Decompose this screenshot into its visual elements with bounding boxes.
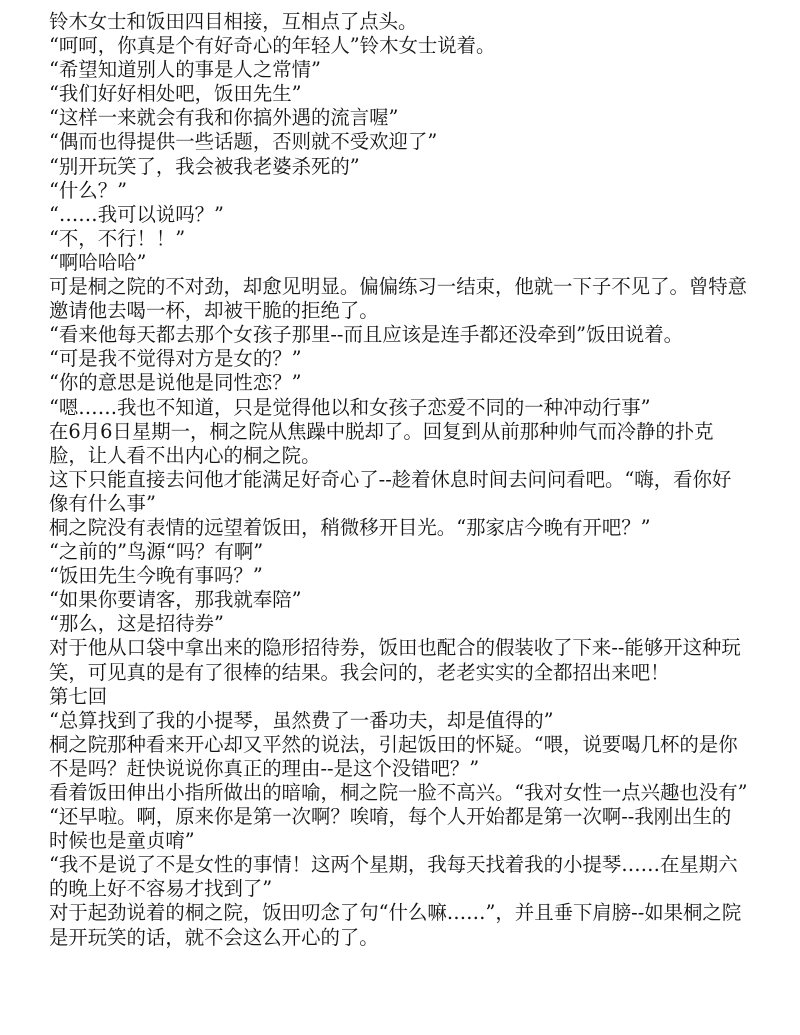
- paragraph: “什么？”: [49, 178, 127, 202]
- paragraph: “我们好好相处吧，饭田先生”: [49, 82, 302, 106]
- paragraph: “总算找到了我的小提琴，虽然费了一番功夫，却是值得的”: [49, 708, 554, 732]
- paragraph: 对于他从口袋中拿出来的隐形招待券，饭田也配合的假装收了下来--能够开这种玩笑，可见真的是有了很棒的结果。我会问的，老老实实的全都招出来吧！: [49, 636, 741, 684]
- paragraph: 对于起劲说着的桐之院，饭田叨念了句“什么嘛……”，并且垂下肩膀--如果桐之院是开玩笑的话，就不会这么开心的了。: [49, 901, 742, 949]
- paragraph: “嗯……我也不知道，只是觉得他以和女孩子恋爱不同的一种冲动行事”: [49, 395, 651, 419]
- paragraph: “还早啦。啊，原来你是第一次啊？唉唷，每个人开始都是第一次啊--我刚出生的时候也是童贞唷”: [49, 805, 732, 853]
- paragraph: “我不是说了不是女性的事情！这两个星期，我每天找着我的小提琴……在星期六的晚上好不容易才找到了”: [49, 853, 738, 901]
- paragraph: “啊哈哈哈”: [49, 250, 147, 274]
- paragraph: 可是桐之院的不对劲，却愈见明显。偏偏练习一结束，他就一下子不见了。曾特意邀请他去喝一杯，却被干脆的拒绝了。: [49, 275, 748, 323]
- paragraph: “如果你要请客，那我就奉陪”: [49, 588, 302, 612]
- paragraph: “不，不行！！”: [49, 226, 186, 250]
- paragraph: “那么，这是招待券”: [49, 612, 224, 636]
- paragraph: “之前的”鸟源“吗？有啊”: [49, 540, 264, 564]
- paragraph: 桐之院那种看来开心却又平然的说法，引起饭田的怀疑。“喂，说要喝几杯的是你不是吗？赶快说说你真正的理由--是这个没错吧？”: [49, 732, 738, 780]
- chapter-heading: 第七回: [49, 684, 108, 708]
- paragraph: “别开玩笑了，我会被我老婆杀死的”: [49, 154, 360, 178]
- paragraph: “可是我不觉得对方是女的？”: [49, 347, 302, 371]
- paragraph: “希望知道别人的事是人之常情”: [49, 58, 321, 82]
- paragraph: “呵呵，你真是个有好奇心的年轻人”铃木女士说着。: [49, 34, 496, 58]
- paragraph: “看来他每天都去那个女孩子那里--而且应该是连手都还没牵到”饭田说着。: [49, 323, 684, 347]
- paragraph: “……我可以说吗？”: [49, 202, 224, 226]
- paragraph: 桐之院没有表情的远望着饭田，稍微移开目光。“那家店今晚有开吧？”: [49, 515, 651, 539]
- paragraph: “偶而也得提供一些话题，否则就不受欢迎了”: [49, 130, 438, 154]
- paragraph: 铃木女士和饭田四目相接，互相点了点头。: [49, 10, 418, 33]
- paragraph: 这下只能直接去问他才能满足好奇心了--趁着休息时间去问问看吧。“嗨，看你好像有什么事”: [49, 467, 732, 515]
- paragraph: 在6月6日星期一，桐之院从焦躁中脱却了。回复到从前那种帅气而冷静的扑克脸，让人看不出内心的桐之院。: [49, 419, 714, 467]
- paragraph: “饭田先生今晚有事吗？”: [49, 564, 263, 588]
- novel-text: [49, 10, 749, 950]
- paragraph: “你的意思是说他是同性恋？”: [49, 371, 302, 395]
- paragraph: 看着饭田伸出小指所做出的暗喻，桐之院一脸不高兴。“我对女性一点兴趣也没有”: [49, 781, 748, 804]
- paragraph: “这样一来就会有我和你搞外遇的流言喔”: [49, 106, 399, 130]
